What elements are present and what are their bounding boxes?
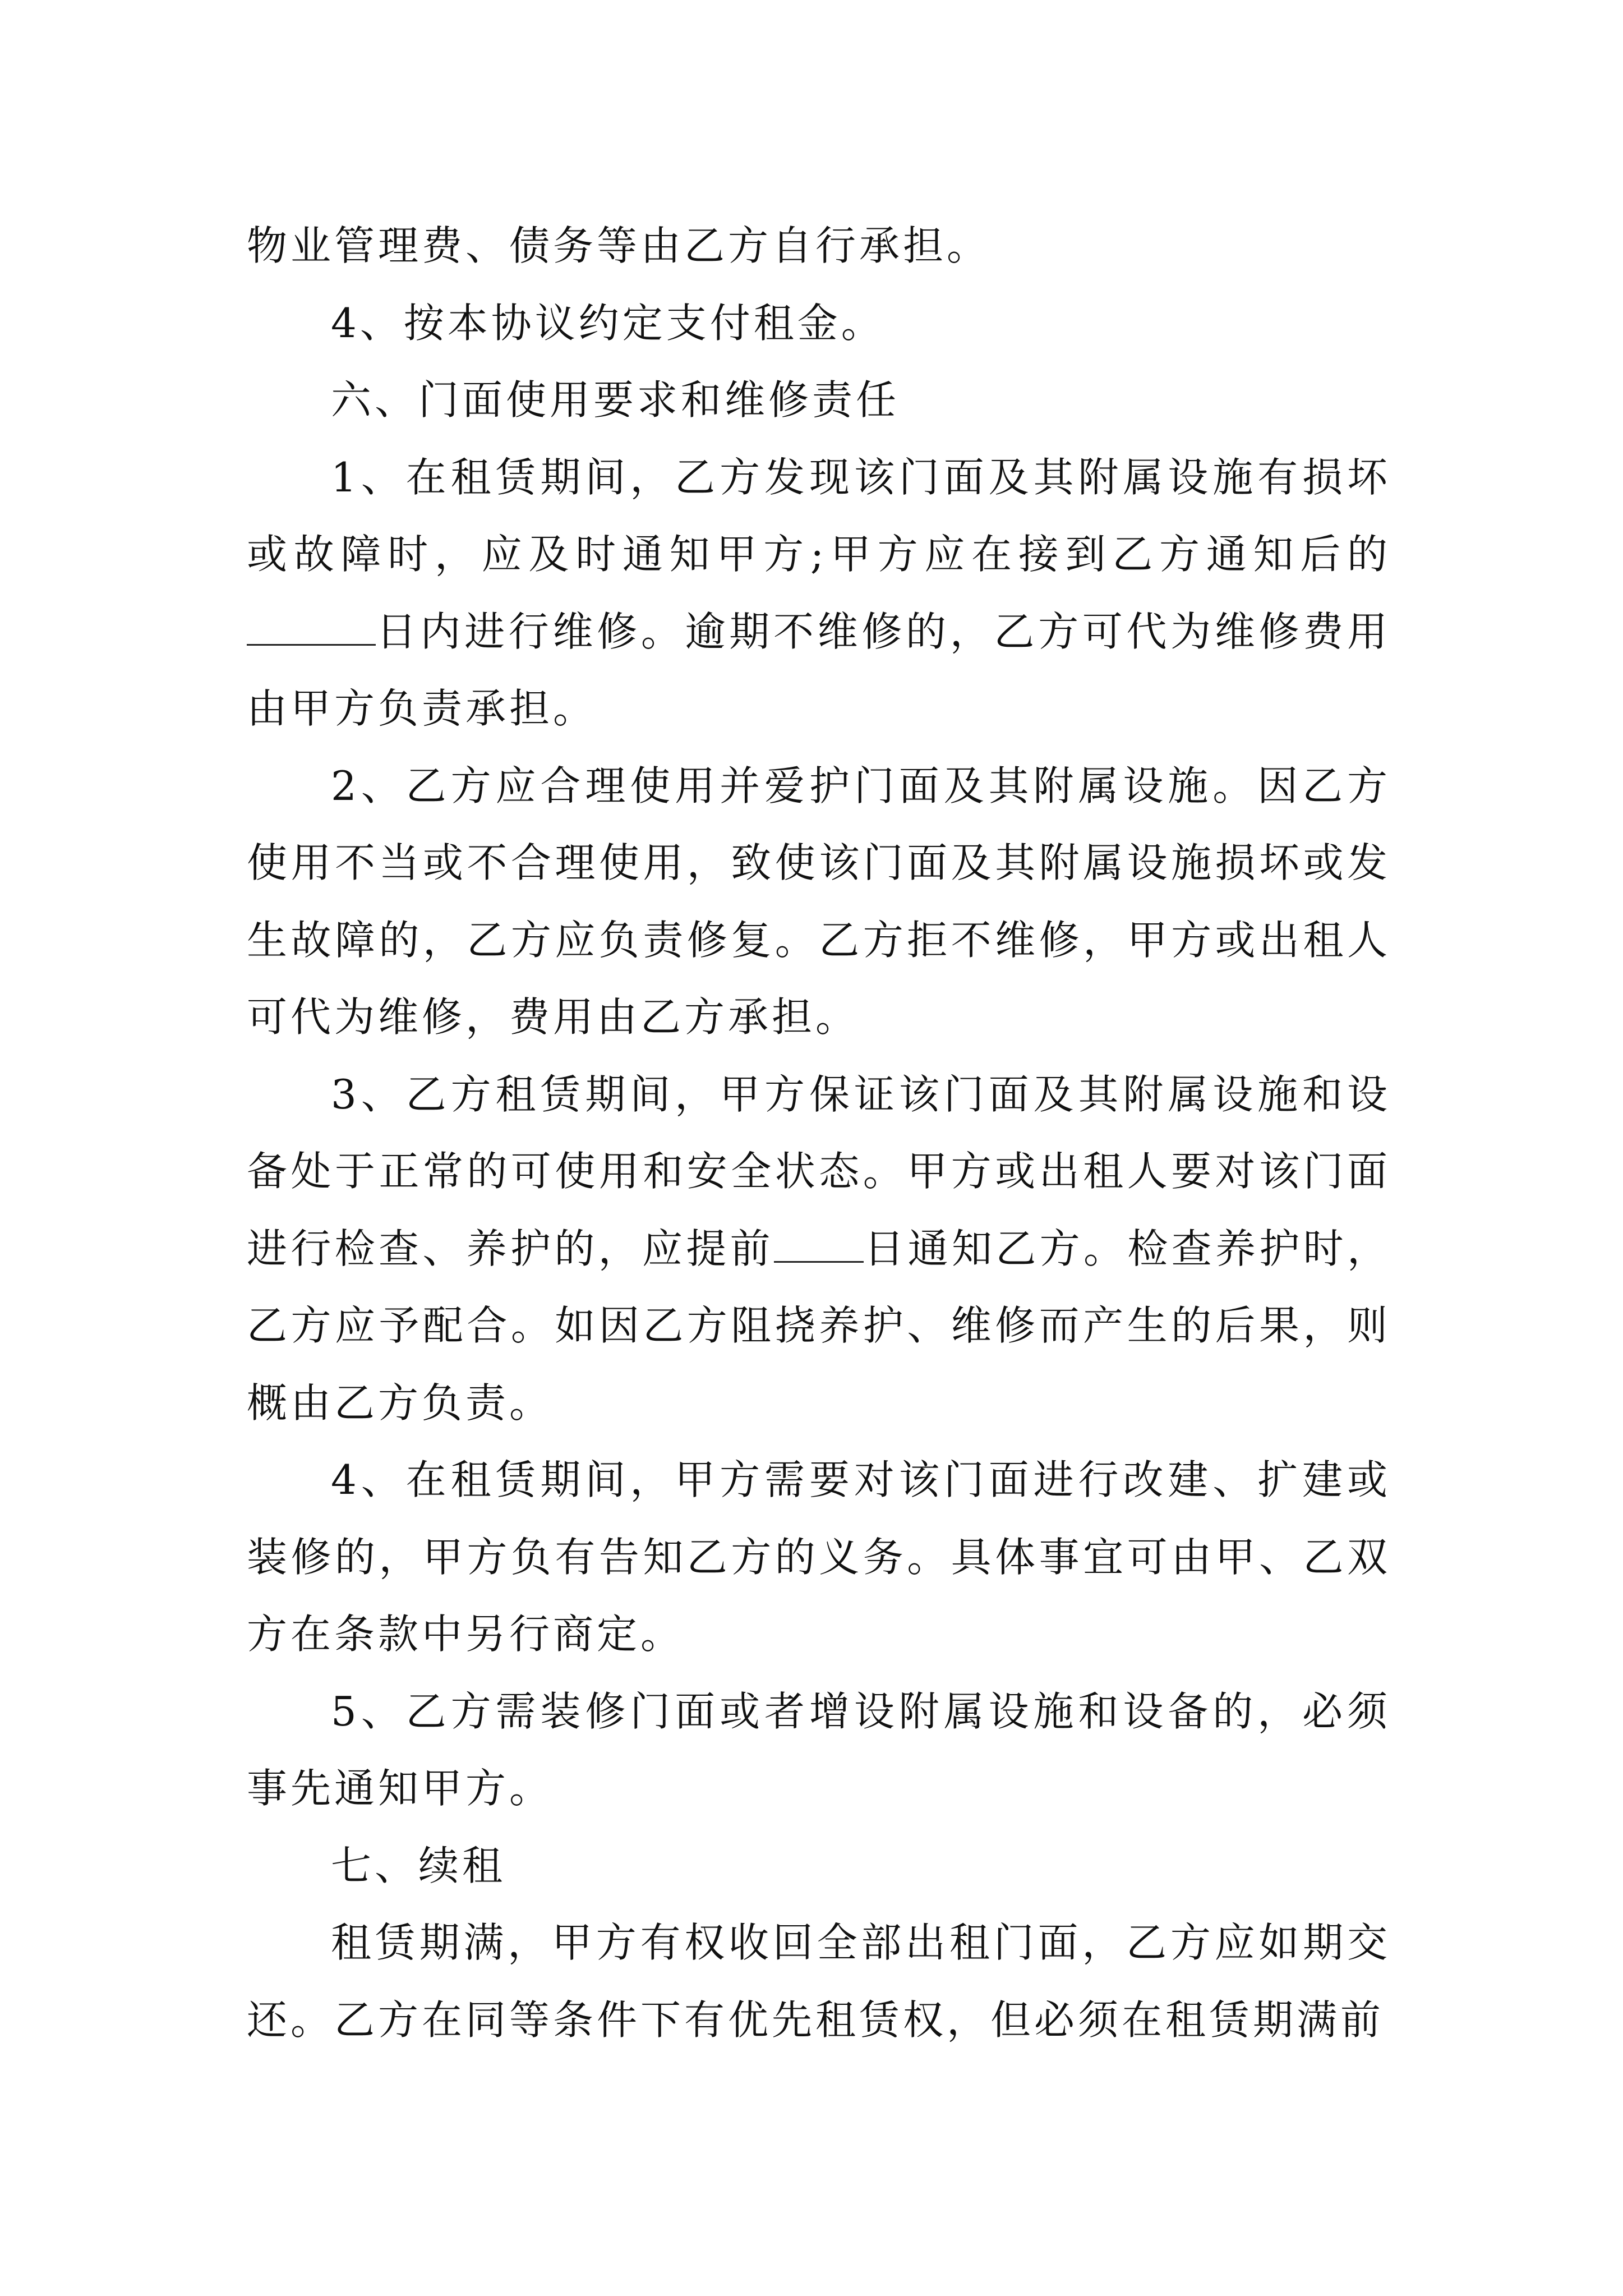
paragraph-repair-notice	[247, 439, 1391, 748]
section-heading-seven: 七、续租	[331, 1842, 506, 1889]
paragraph-pay-rent: 4、按本协议约定支付租金。	[331, 299, 885, 347]
repair-notice-text-after-blank: 日内进行维修。逾期不维修的，乙方可代为维修费用由甲方负责承担。	[247, 608, 1391, 732]
section-heading-six: 六、门面使用要求和维修责任	[331, 376, 900, 424]
paragraph-lease-renewal: 租赁期满，甲方有权收回全部出租门面，乙方应如期交还。乙方在同等条件下有优先租赁权，但必须在租赁期满前	[247, 1919, 1391, 2044]
paragraph-decoration-notice: 5、乙方需装修门面或者增设附属设施和设备的，必须事先通知甲方。	[247, 1687, 1391, 1812]
paragraph-renovation: 4、在租赁期间，甲方需要对该门面进行改建、扩建或装修的，甲方负有告知乙方的义务。具体事宜可由甲、乙双方在条款中另行商定。	[247, 1456, 1391, 1658]
repair-days-blank	[247, 610, 376, 646]
inspection-days-blank	[774, 1227, 864, 1263]
repair-notice-text-before-blank: 1、在租赁期间，乙方发现该门面及其附属设施有损坏或故障时，应及时通知甲方;甲方应在接到乙方通知后的	[247, 453, 1391, 578]
paragraph-proper-use: 2、乙方应合理使用并爱护门面及其附属设施。因乙方使用不当或不合理使用，致使该门面及其附属设施损坏或发生故障的，乙方应负责修复。乙方拒不维修，甲方或出租人可代为维修，费用由乙方承担。	[247, 762, 1391, 1041]
paragraph-fee-liability: 物业管理费、债务等由乙方自行承担。	[247, 222, 991, 269]
document-body	[247, 208, 1391, 2059]
paragraph-inspection	[247, 1056, 1391, 1442]
inspection-text-after-blank: 日通知乙方。检查养护时，乙方应予配合。如因乙方阻挠养护、维修而产生的后果，则概由乙方负责。	[247, 1225, 1391, 1427]
inspection-text-before-blank: 3、乙方租赁期间，甲方保证该门面及其附属设施和设备处于正常的可使用和安全状态。甲方或出租人要对该门面进行检查、养护的，应提前	[247, 1070, 1391, 1272]
